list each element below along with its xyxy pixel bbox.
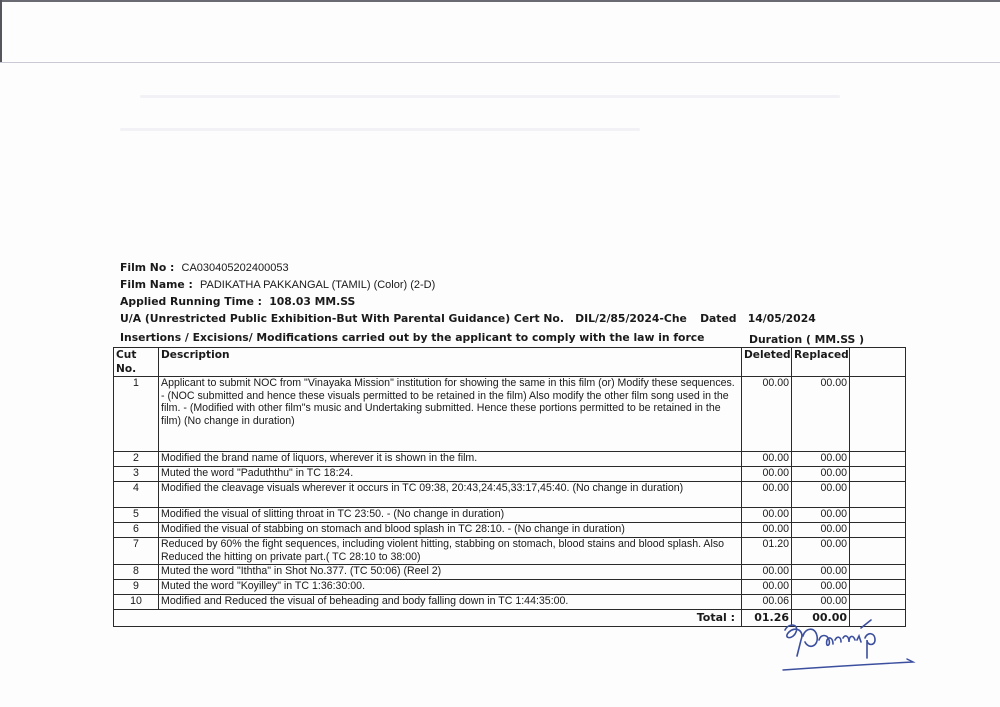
cut-no: 3	[114, 467, 159, 482]
header-extra	[850, 348, 906, 377]
table-row	[114, 523, 906, 538]
table-row	[114, 467, 906, 482]
certificate-line	[120, 312, 816, 325]
running-time-line	[120, 295, 355, 308]
header-deleted: Deleted	[742, 348, 792, 377]
extra-cell	[850, 508, 906, 523]
deleted-duration: 00.00	[742, 377, 792, 452]
cut-description: Modified the visual of slitting throat in TC 23:50. - (No change in duration)	[159, 508, 742, 523]
replaced-duration: 00.00	[792, 452, 850, 467]
certificate-number: DIL/2/85/2024-Che	[575, 312, 687, 325]
dated-value: 14/05/2024	[747, 312, 816, 325]
cut-description: Muted the word "Paduththu" in TC 18:24.	[159, 467, 742, 482]
extra-cell	[850, 538, 906, 565]
total-label: Total :	[114, 610, 742, 627]
cuts-table	[113, 347, 906, 627]
header-cut-no: Cut No.	[114, 348, 159, 377]
total-replaced: 00.00	[792, 610, 850, 627]
bleed-through-mark	[140, 95, 840, 98]
replaced-duration: 00.00	[792, 508, 850, 523]
deleted-duration: 00.00	[742, 508, 792, 523]
cut-no: 2	[114, 452, 159, 467]
cut-no: 6	[114, 523, 159, 538]
table-row	[114, 595, 906, 610]
cut-description: Modified the brand name of liquors, wherever it is shown in the film.	[159, 452, 742, 467]
deleted-duration: 01.20	[742, 538, 792, 565]
deleted-duration: 00.00	[742, 523, 792, 538]
header-replaced: Replaced	[792, 348, 850, 377]
scan-edge-top	[0, 0, 1000, 2]
cut-description: Muted the word "Iththa" in Shot No.377. (TC 50:06) (Reel 2)	[159, 565, 742, 580]
film-name-line	[120, 278, 435, 291]
deleted-duration: 00.00	[742, 482, 792, 508]
cut-description: Reduced by 60% the fight sequences, including violent hitting, stabbing on stomach, blood stains and blood splash. Also Reduced the hitting on private part.( TC 28:10 to 38:00)	[159, 538, 742, 565]
extra-cell	[850, 377, 906, 452]
cut-no: 7	[114, 538, 159, 565]
extra-cell	[850, 467, 906, 482]
film-no-line	[120, 261, 289, 274]
replaced-duration: 00.00	[792, 595, 850, 610]
table-row	[114, 452, 906, 467]
cut-no: 10	[114, 595, 159, 610]
running-time-label: Applied Running Time :	[120, 295, 262, 308]
table-header-row	[114, 348, 906, 377]
replaced-duration: 00.00	[792, 377, 850, 452]
signature-stroke	[785, 620, 875, 658]
cut-no: 1	[114, 377, 159, 452]
table-row	[114, 565, 906, 580]
replaced-duration: 00.00	[792, 482, 850, 508]
table-row	[114, 538, 906, 565]
insertions-heading: Insertions / Excisions/ Modifications carried out by the applicant to comply with the law in force	[120, 331, 705, 344]
duration-heading: Duration ( MM.SS )	[749, 333, 865, 346]
header-description: Description	[159, 348, 742, 377]
deleted-duration: 00.06	[742, 595, 792, 610]
cut-description: Muted the word "Koyilley" in TC 1:36:30:00.	[159, 580, 742, 595]
replaced-duration: 00.00	[792, 538, 850, 565]
film-no-label: Film No :	[120, 261, 175, 274]
cut-description: Modified and Reduced the visual of beheading and body falling down in TC 1:44:35:00.	[159, 595, 742, 610]
cut-no: 5	[114, 508, 159, 523]
extra-cell	[850, 452, 906, 467]
certificate-text: U/A (Unrestricted Public Exhibition-But With Parental Guidance) Cert No.	[120, 312, 564, 325]
bleed-through-mark	[120, 128, 640, 131]
extra-cell	[850, 595, 906, 610]
cut-description: Modified the cleavage visuals wherever it occurs in TC 09:38, 20:43,24:45,33:17,45:40. (No change in duration)	[159, 482, 742, 508]
deleted-duration: 00.00	[742, 580, 792, 595]
film-name-value: PADIKATHA PAKKANGAL (TAMIL) (Color) (2-D)	[199, 279, 436, 291]
scan-fold-line	[0, 62, 1000, 63]
replaced-duration: 00.00	[792, 467, 850, 482]
film-no-value: CA030405202400053	[181, 262, 289, 274]
deleted-duration: 00.00	[742, 565, 792, 580]
deleted-duration: 00.00	[742, 452, 792, 467]
extra-cell	[850, 580, 906, 595]
replaced-duration: 00.00	[792, 523, 850, 538]
table-row	[114, 508, 906, 523]
cut-no: 9	[114, 580, 159, 595]
extra-cell	[850, 523, 906, 538]
signature-underline	[783, 659, 913, 670]
table-row	[114, 377, 906, 452]
insertions-heading-line	[120, 331, 705, 344]
film-name-label: Film Name :	[120, 278, 193, 291]
deleted-duration: 00.00	[742, 467, 792, 482]
extra-cell	[850, 565, 906, 580]
signature	[775, 618, 925, 678]
total-deleted: 01.26	[742, 610, 792, 627]
cut-no: 8	[114, 565, 159, 580]
running-time-value: 108.03 MM.SS	[269, 295, 356, 308]
cut-description: Applicant to submit NOC from "Vinayaka Mission" institution for showing the same in this film (or) Modify these sequences. - (NOC submitted and hence these visuals permitted to be retained in the film) Also modify the other film song used in the film. - (Modified with other film"s music and Undertaking submitted. Hence these portions permitted to be retained in the film) (No change in duration)	[159, 377, 742, 452]
extra-cell	[850, 482, 906, 508]
replaced-duration: 00.00	[792, 580, 850, 595]
table-row	[114, 580, 906, 595]
cut-no: 4	[114, 482, 159, 508]
cut-description: Modified the visual of stabbing on stomach and blood splash in TC 28:10. - (No change in duration)	[159, 523, 742, 538]
scan-edge-left	[0, 0, 2, 62]
replaced-duration: 00.00	[792, 565, 850, 580]
table-row	[114, 482, 906, 508]
dated-label: Dated	[700, 312, 737, 325]
